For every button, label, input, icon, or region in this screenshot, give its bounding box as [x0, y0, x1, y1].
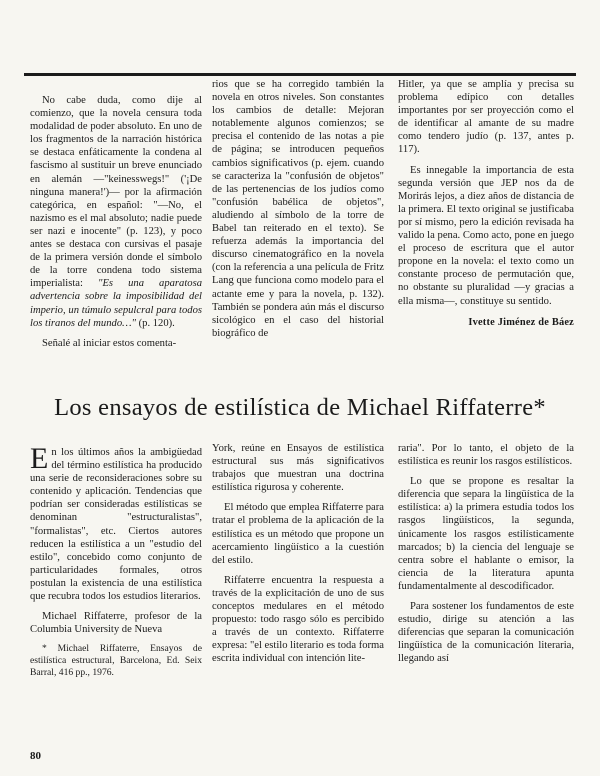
article-column-2	[212, 442, 384, 673]
paragraph: Señalé al iniciar estos comenta-	[42, 337, 177, 349]
italic-quote: "Es una aparatosa advertencia sobre la imposibilidad del imperio, un túmulo sepulcral para todos los tiranos del mundo…"	[30, 278, 202, 329]
paragraph: raria". Por lo tanto, el objeto de la estilística es reunir los rasgos estilísticos.	[398, 443, 574, 468]
review-column-2	[212, 78, 384, 347]
article-title: Los ensayos de estilística de Michael Riffaterre*	[54, 394, 546, 421]
paragraph: Michael Riffaterre, profesor de la Columbia University de Nueva	[30, 611, 202, 636]
paragraph: Hitler, ya que se amplía y precisa su problema edípico con detalles importantes por ser proyección como el de identificar al amante de su madre como tendero judío (p. 137, antes p. 117).	[398, 79, 574, 156]
top-rule	[24, 73, 576, 76]
paragraph: rios que se ha corregido también la novela en otros niveles. Son constantes los cambios de detalle: Mejoran notablemente algunos comienzos; se precisa el contenido de las notas a pie de página; se introducen pequeños cambios significativos (p. ejem. cuando se caracteriza la "confusión de objetos" de las pertenencias de los judíos como "confusión babélica de objetos", aludiendo al símbolo de la torre de Babel tan reiterado en el texto). Se refuerza además la importancia del discurso cinematográfico en la novela (con la referencia a una película de Fritz Lang que funciona como modelo para el actante eme y para la novela, p. 132). También se pondera aún más el discurso sicológico en el caso del historial biográfico de	[212, 79, 384, 339]
review-author: Ivette Jiménez de Báez	[468, 316, 574, 328]
paragraph: No cabe duda, como dije al comienzo, que la novela censura toda modalidad de poder absoluto. En uno de los fragmentos de la narración histórica se destaca enfáticamente la condena al fascismo al sustituir un breve enunciado en alemán —"keinesswegs!" ('¡De ninguna manera!')— por la afirmación categórica, en español: "—No, el nazismo es el mal absoluto; nadie puede ser nazi e inocente" (p. 123), y poco antes se destaca con cursivas el pasaje de la primera versión donde el símbolo de la torre condena todo sistema imperialista: "Es una aparatosa advertencia sobre la imposibilidad del imperio, un túmulo sepulcral para todos los tiranos del mundo…" (p. 120).	[30, 95, 202, 329]
drop-cap: E	[30, 442, 49, 475]
paragraph: Es innegable la importancia de esta segunda versión que JEP nos da de Morirás lejos, a diez años de distancia de la primera. El texto original se justificaba por sí mismo, pero la edición revisada ha valido la pena. Como acto, pone en juego el proceso de escritura que el autor propone en la novela: el texto como un constante proceso de permutación que, no obstante su pluralidad —y gracias a ella misma—, constituye su sentido.	[398, 164, 574, 307]
article-column-3	[398, 442, 574, 673]
article-column-1	[30, 442, 202, 686]
paragraph: Lo que se propone es resaltar la diferencia que separa la lingüística de la estilística: a) la primera estudia todos los rasgos lingüísticos, la segunda, únicamente los rasgos estilísticamente marcados; b) la ciencia del lenguaje se centra sobre el hablante o emisor, la ciencia de la literatura apunta fundamentalmente al descodificador.	[398, 476, 574, 592]
footnote: * Michael Riffaterre, Ensayos de estilística estructural, Barcelona, Ed. Seix Barral, 416 pp., 1976.	[30, 643, 202, 679]
paragraph: Para sostener los fundamentos de este estudio, dirige su atención a las diferencias que separan la comunicación lingüística de la comunicación literaria, llegando así	[398, 601, 574, 665]
paragraph: Riffaterre encuentra la respuesta a través de la explicitación de uno de sus conceptos medulares en el método propuesto: todo rasgo sólo es percibido a través de un contexto. Riffaterre expresa: "el estilo literario es toda forma escrita individual con intención lite-	[212, 574, 384, 665]
paragraph: El método que emplea Riffaterre para tratar el problema de la aplicación de la estilística es un método que propone un acercamiento lingüístico a la cuestión del estilo.	[212, 502, 384, 566]
review-column-3	[398, 78, 574, 329]
page-number: 80	[30, 750, 41, 762]
paragraph: En los últimos años la ambigüedad del término estilística ha producido una serie de reconsideraciones sobre su contenido y aplicación. Tendencias que podrían ser consideradas estilísticas se denominan "estructuralistas", "formalistas", etc. Ciertos autores reducen la estilística a un "estudio del estilo", concebido como conjunto de particularidades formales, otros postulan la existencia de una estilística que recubra todos los estudios literarios.	[30, 442, 202, 603]
paragraph: York, reúne en Ensayos de estilística estructural sus más significativos trabajos que muestran una doctrina estilística rigurosa y coherente.	[212, 443, 384, 494]
review-column-1	[30, 94, 202, 357]
